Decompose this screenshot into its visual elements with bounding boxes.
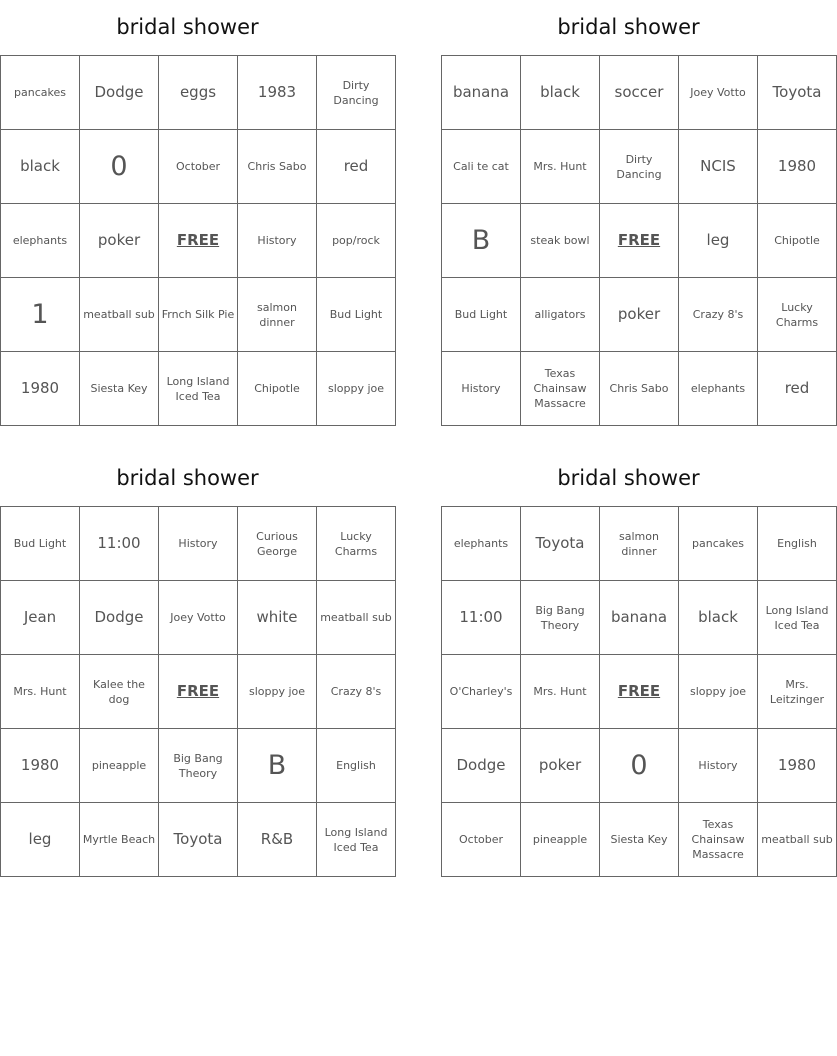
bingo-cell: Texas Chainsaw Massacre — [679, 803, 758, 877]
bingo-cell: History — [442, 352, 521, 426]
bingo-cell: leg — [679, 204, 758, 278]
bingo-cell: Mrs. Leitzinger — [758, 655, 837, 729]
bingo-cell: Frnch Silk Pie — [159, 278, 238, 352]
bingo-cell: Kalee the dog — [80, 655, 159, 729]
bingo-cell: Dodge — [442, 729, 521, 803]
bingo-card-3 — [0, 451, 392, 877]
bingo-cell: Big Bang Theory — [159, 729, 238, 803]
bingo-cell: pancakes — [1, 56, 80, 130]
bingo-cell: elephants — [1, 204, 80, 278]
grid-row — [442, 56, 837, 130]
grid-row — [442, 655, 837, 729]
bingo-grid — [441, 506, 837, 877]
bingo-cell: poker — [80, 204, 159, 278]
bingo-cell: 1980 — [1, 352, 80, 426]
bingo-cell: Crazy 8's — [317, 655, 396, 729]
bingo-cell: History — [238, 204, 317, 278]
bingo-cell: leg — [1, 803, 80, 877]
grid-row — [442, 352, 837, 426]
free-space: FREE — [600, 204, 679, 278]
grid-row — [442, 130, 837, 204]
bingo-cell: banana — [442, 56, 521, 130]
bingo-cell: Bud Light — [317, 278, 396, 352]
bingo-cell: 0 — [600, 729, 679, 803]
bingo-cell: 11:00 — [80, 507, 159, 581]
card-title: bridal shower — [557, 15, 700, 39]
bingo-cell: poker — [521, 729, 600, 803]
bingo-cell: B — [442, 204, 521, 278]
grid-row — [1, 581, 396, 655]
bingo-cell: Curious George — [238, 507, 317, 581]
bingo-cell: banana — [600, 581, 679, 655]
bingo-cell: eggs — [159, 56, 238, 130]
bingo-cell: white — [238, 581, 317, 655]
bingo-cell: Long Island Iced Tea — [317, 803, 396, 877]
bingo-cell: Long Island Iced Tea — [758, 581, 837, 655]
bingo-cell: Joey Votto — [159, 581, 238, 655]
bingo-cell: sloppy joe — [238, 655, 317, 729]
bingo-cell: History — [159, 507, 238, 581]
bingo-cell: Lucky Charms — [317, 507, 396, 581]
grid-row — [1, 352, 396, 426]
bingo-cell: steak bowl — [521, 204, 600, 278]
bingo-cell: sloppy joe — [679, 655, 758, 729]
bingo-cell: Bud Light — [442, 278, 521, 352]
bingo-cell: Bud Light — [1, 507, 80, 581]
bingo-card-1 — [0, 0, 385, 426]
bingo-cell: 1983 — [238, 56, 317, 130]
bingo-cell: salmon dinner — [600, 507, 679, 581]
bingo-cell: R&B — [238, 803, 317, 877]
bingo-cell: 1 — [1, 278, 80, 352]
bingo-cell: Chris Sabo — [600, 352, 679, 426]
grid-row — [1, 204, 396, 278]
bingo-cell: B — [238, 729, 317, 803]
grid-row — [1, 655, 396, 729]
bingo-card-4 — [441, 451, 833, 877]
bingo-grid — [441, 55, 837, 426]
grid-row — [1, 507, 396, 581]
bingo-cell: Myrtle Beach — [80, 803, 159, 877]
bingo-grid — [0, 55, 396, 426]
bingo-cell: Big Bang Theory — [521, 581, 600, 655]
bingo-cell: NCIS — [679, 130, 758, 204]
bingo-cell: O'Charley's — [442, 655, 521, 729]
bingo-cell: meatball sub — [317, 581, 396, 655]
bingo-cell: Toyota — [159, 803, 238, 877]
free-space: FREE — [159, 204, 238, 278]
bingo-cell: Siesta Key — [80, 352, 159, 426]
bingo-cell: Lucky Charms — [758, 278, 837, 352]
bingo-cell: Dirty Dancing — [600, 130, 679, 204]
bingo-cell: pop/rock — [317, 204, 396, 278]
bingo-cell: red — [758, 352, 837, 426]
bingo-card-2 — [441, 0, 822, 426]
grid-row — [442, 803, 837, 877]
bingo-cell: Joey Votto — [679, 56, 758, 130]
bingo-cell: soccer — [600, 56, 679, 130]
grid-row — [442, 278, 837, 352]
grid-row — [442, 204, 837, 278]
bingo-cell: 1980 — [1, 729, 80, 803]
bingo-cell: October — [442, 803, 521, 877]
bingo-cell: pancakes — [679, 507, 758, 581]
bingo-cell: meatball sub — [80, 278, 159, 352]
card-title: bridal shower — [557, 466, 700, 490]
bingo-cell: Chipotle — [238, 352, 317, 426]
bingo-cell: alligators — [521, 278, 600, 352]
bingo-cell: poker — [600, 278, 679, 352]
bingo-cell: 1980 — [758, 130, 837, 204]
bingo-cell: salmon dinner — [238, 278, 317, 352]
bingo-cell: Long Island Iced Tea — [159, 352, 238, 426]
bingo-cell: Jean — [1, 581, 80, 655]
bingo-cell: meatball sub — [758, 803, 837, 877]
bingo-cell: Mrs. Hunt — [521, 655, 600, 729]
bingo-cell: Mrs. Hunt — [1, 655, 80, 729]
bingo-cell: Mrs. Hunt — [521, 130, 600, 204]
card-title: bridal shower — [116, 15, 259, 39]
bingo-cell: black — [521, 56, 600, 130]
bingo-cell: red — [317, 130, 396, 204]
grid-row — [1, 803, 396, 877]
bingo-cell: Chris Sabo — [238, 130, 317, 204]
card-title: bridal shower — [116, 466, 259, 490]
bingo-cell: pineapple — [80, 729, 159, 803]
grid-row — [442, 507, 837, 581]
bingo-cell: Toyota — [758, 56, 837, 130]
bingo-cell: Chipotle — [758, 204, 837, 278]
bingo-cell: elephants — [442, 507, 521, 581]
grid-row — [1, 56, 396, 130]
grid-row — [442, 581, 837, 655]
bingo-cell: Texas Chainsaw Massacre — [521, 352, 600, 426]
bingo-cell: Siesta Key — [600, 803, 679, 877]
bingo-grid — [0, 506, 396, 877]
grid-row — [442, 729, 837, 803]
bingo-cell: Cali te cat — [442, 130, 521, 204]
bingo-cell: elephants — [679, 352, 758, 426]
free-space: FREE — [159, 655, 238, 729]
bingo-cell: black — [679, 581, 758, 655]
bingo-cell: Dodge — [80, 581, 159, 655]
bingo-cell: English — [317, 729, 396, 803]
bingo-cell: Toyota — [521, 507, 600, 581]
bingo-cell: 0 — [80, 130, 159, 204]
free-space: FREE — [600, 655, 679, 729]
bingo-cell: black — [1, 130, 80, 204]
bingo-cell: October — [159, 130, 238, 204]
bingo-cell: English — [758, 507, 837, 581]
bingo-cell: sloppy joe — [317, 352, 396, 426]
grid-row — [1, 278, 396, 352]
bingo-cell: 1980 — [758, 729, 837, 803]
bingo-cell: Dirty Dancing — [317, 56, 396, 130]
bingo-cell: Dodge — [80, 56, 159, 130]
grid-row — [1, 130, 396, 204]
grid-row — [1, 729, 396, 803]
bingo-cell: History — [679, 729, 758, 803]
bingo-cell: 11:00 — [442, 581, 521, 655]
bingo-cell: Crazy 8's — [679, 278, 758, 352]
bingo-cell: pineapple — [521, 803, 600, 877]
